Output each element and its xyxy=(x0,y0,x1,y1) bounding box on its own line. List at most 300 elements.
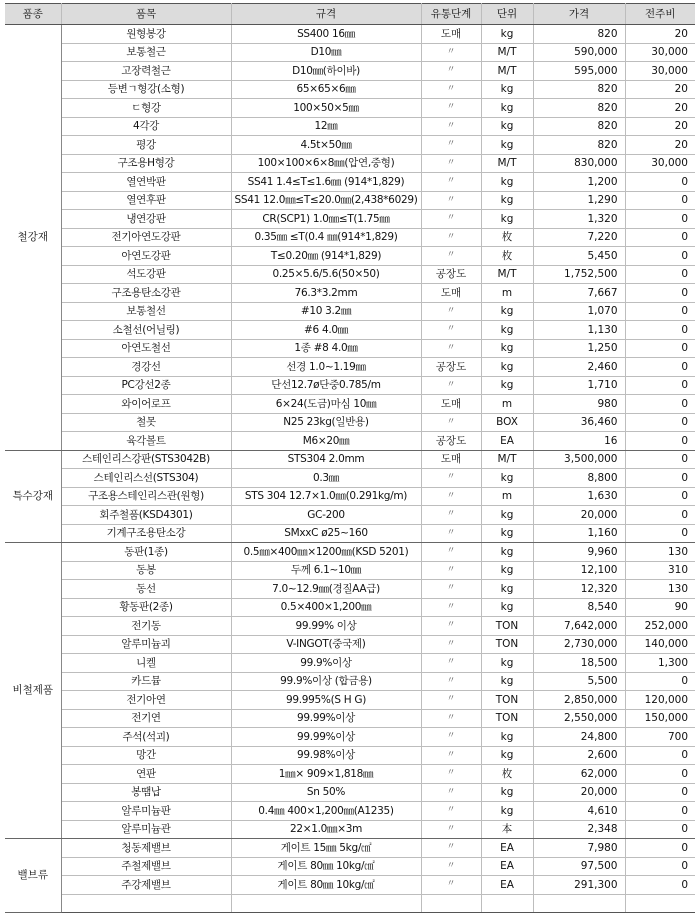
spec-cell: #6 4.0㎜ xyxy=(231,321,421,340)
unit-cell: m xyxy=(481,395,533,414)
unit-cell: BOX xyxy=(481,413,533,432)
table-body xyxy=(5,25,695,913)
unit-cell: m xyxy=(481,487,533,506)
item-name-cell: 냉연강판 xyxy=(61,210,231,229)
table-row xyxy=(5,543,695,562)
unit-cell: kg xyxy=(481,543,533,562)
spec-cell: 76.3*3.2mm xyxy=(231,284,421,303)
header-item: 품목 xyxy=(61,4,231,25)
item-name-cell: 알루미늄판 xyxy=(61,802,231,821)
price-cell: 1,250 xyxy=(533,339,625,358)
table-row xyxy=(5,617,695,636)
spec-cell: 1㎜× 909×1,818㎜ xyxy=(231,765,421,784)
weekly-change-cell: 0 xyxy=(625,395,695,414)
weekly-change-cell: 0 xyxy=(625,802,695,821)
table-row xyxy=(5,635,695,654)
spec-cell: 12㎜ xyxy=(231,117,421,136)
price-cell: 2,460 xyxy=(533,358,625,377)
spec-cell: 99.99%이상 xyxy=(231,728,421,747)
unit-cell: 枚 xyxy=(481,228,533,247)
price-cell: 7,667 xyxy=(533,284,625,303)
weekly-change-cell: 20 xyxy=(625,25,695,44)
distribution-stage-cell: 〃 xyxy=(421,487,481,506)
weekly-change-cell: 30,000 xyxy=(625,43,695,62)
spec-cell: STS 304 12.7×1.0㎜(0.291kg/m) xyxy=(231,487,421,506)
table-row xyxy=(5,62,695,81)
unit-cell: kg xyxy=(481,136,533,155)
item-name-cell: 카드뮴 xyxy=(61,672,231,691)
spec-cell: 99.99%이상 xyxy=(231,709,421,728)
distribution-stage-cell: 도매 xyxy=(421,450,481,469)
unit-cell: TON xyxy=(481,617,533,636)
table-row xyxy=(5,228,695,247)
price-cell: 590,000 xyxy=(533,43,625,62)
price-cell: 820 xyxy=(533,80,625,99)
table-row xyxy=(5,154,695,173)
weekly-change-cell: 0 xyxy=(625,321,695,340)
item-name-cell: 구조용스테인리스관(원형) xyxy=(61,487,231,506)
weekly-change-cell: 252,000 xyxy=(625,617,695,636)
table-row xyxy=(5,469,695,488)
unit-cell: kg xyxy=(481,99,533,118)
weekly-change-cell: 0 xyxy=(625,469,695,488)
distribution-stage-cell: 〃 xyxy=(421,247,481,266)
price-cell: 595,000 xyxy=(533,62,625,81)
spec-cell: CR(SCP1) 1.0㎜≤T(1.75㎜ xyxy=(231,210,421,229)
weekly-change-cell: 30,000 xyxy=(625,62,695,81)
unit-cell: kg xyxy=(481,339,533,358)
distribution-stage-cell: 〃 xyxy=(421,210,481,229)
price-sheet xyxy=(5,3,695,913)
price-cell: 3,500,000 xyxy=(533,450,625,469)
item-name-cell: 주강제밸브 xyxy=(61,876,231,895)
price-cell: 8,540 xyxy=(533,598,625,617)
spec-cell: Sn 50% xyxy=(231,783,421,802)
spec-cell: 99.9%이상 (합금용) xyxy=(231,672,421,691)
item-name-cell: 주철제밸브 xyxy=(61,857,231,876)
unit-cell: kg xyxy=(481,783,533,802)
price-cell: 12,100 xyxy=(533,561,625,580)
price-cell: 1,710 xyxy=(533,376,625,395)
spec-cell: 6×24(도금)마심 10㎜ xyxy=(231,395,421,414)
header-unit: 단위 xyxy=(481,4,533,25)
unit-cell: EA xyxy=(481,432,533,451)
item-name-cell: 아연도철선 xyxy=(61,339,231,358)
spec-cell: 99.98%이상 xyxy=(231,746,421,765)
item-name-cell xyxy=(61,894,231,913)
distribution-stage-cell: 〃 xyxy=(421,173,481,192)
table-row xyxy=(5,80,695,99)
weekly-change-cell: 700 xyxy=(625,728,695,747)
table-row xyxy=(5,136,695,155)
unit-cell: kg xyxy=(481,321,533,340)
item-name-cell: 철못 xyxy=(61,413,231,432)
unit-cell: TON xyxy=(481,635,533,654)
price-cell: 36,460 xyxy=(533,413,625,432)
weekly-change-cell: 30,000 xyxy=(625,154,695,173)
item-name-cell: 회주철품(KSD4301) xyxy=(61,506,231,525)
price-cell: 820 xyxy=(533,136,625,155)
item-name-cell: 스테인리스강판(STS3042B) xyxy=(61,450,231,469)
spec-cell: SMxxC ø25~160 xyxy=(231,524,421,543)
weekly-change-cell: 0 xyxy=(625,413,695,432)
spec-cell: 단선12.7ø단중0.785/m xyxy=(231,376,421,395)
price-cell: 980 xyxy=(533,395,625,414)
item-name-cell: 알루미늄괴 xyxy=(61,635,231,654)
distribution-stage-cell: 〃 xyxy=(421,154,481,173)
distribution-stage-cell: 〃 xyxy=(421,321,481,340)
weekly-change-cell: 0 xyxy=(625,173,695,192)
unit-cell: kg xyxy=(481,561,533,580)
item-name-cell: 아연도강판 xyxy=(61,247,231,266)
table-header-row xyxy=(5,4,695,25)
price-cell: 1,130 xyxy=(533,321,625,340)
table-row xyxy=(5,25,695,44)
unit-cell: kg xyxy=(481,802,533,821)
price-cell: 2,730,000 xyxy=(533,635,625,654)
item-name-cell: 경강선 xyxy=(61,358,231,377)
weekly-change-cell: 0 xyxy=(625,376,695,395)
unit-cell: kg xyxy=(481,173,533,192)
table-row xyxy=(5,376,695,395)
unit-cell: kg xyxy=(481,728,533,747)
spec-cell: 선경 1.0~1.19㎜ xyxy=(231,358,421,377)
price-cell: 9,960 xyxy=(533,543,625,562)
unit-cell: kg xyxy=(481,191,533,210)
unit-cell: M/T xyxy=(481,62,533,81)
item-name-cell: 전기아연 xyxy=(61,691,231,710)
price-cell: 830,000 xyxy=(533,154,625,173)
spec-cell: SS400 16㎜ xyxy=(231,25,421,44)
price-cell: 1,630 xyxy=(533,487,625,506)
unit-cell: kg xyxy=(481,80,533,99)
weekly-change-cell: 0 xyxy=(625,783,695,802)
table-row xyxy=(5,247,695,266)
item-name-cell: 보통철선 xyxy=(61,302,231,321)
table-row xyxy=(5,654,695,673)
table-row xyxy=(5,191,695,210)
unit-cell: m xyxy=(481,284,533,303)
unit-cell: TON xyxy=(481,709,533,728)
weekly-change-cell: 0 xyxy=(625,432,695,451)
unit-cell: kg xyxy=(481,302,533,321)
weekly-change-cell: 0 xyxy=(625,210,695,229)
distribution-stage-cell: 〃 xyxy=(421,839,481,858)
table-row xyxy=(5,450,695,469)
weekly-change-cell: 0 xyxy=(625,746,695,765)
distribution-stage-cell: 〃 xyxy=(421,561,481,580)
table-row xyxy=(5,894,695,913)
price-cell: 7,642,000 xyxy=(533,617,625,636)
table-row xyxy=(5,691,695,710)
distribution-stage-cell: 〃 xyxy=(421,598,481,617)
item-name-cell: 원형봉강 xyxy=(61,25,231,44)
weekly-change-cell: 130 xyxy=(625,580,695,599)
table-row xyxy=(5,395,695,414)
distribution-stage-cell: 〃 xyxy=(421,783,481,802)
item-name-cell: 동판(1종) xyxy=(61,543,231,562)
distribution-stage-cell: 공장도 xyxy=(421,432,481,451)
distribution-stage-cell: 〃 xyxy=(421,728,481,747)
unit-cell: 枚 xyxy=(481,247,533,266)
price-cell: 18,500 xyxy=(533,654,625,673)
unit-cell: EA xyxy=(481,857,533,876)
spec-cell: STS304 2.0mm xyxy=(231,450,421,469)
table-row xyxy=(5,358,695,377)
weekly-change-cell: 0 xyxy=(625,524,695,543)
distribution-stage-cell: 〃 xyxy=(421,524,481,543)
unit-cell: kg xyxy=(481,654,533,673)
item-name-cell: 청동제밸브 xyxy=(61,839,231,858)
distribution-stage-cell: 공장도 xyxy=(421,358,481,377)
price-cell: 7,980 xyxy=(533,839,625,858)
unit-cell: M/T xyxy=(481,450,533,469)
weekly-change-cell: 90 xyxy=(625,598,695,617)
distribution-stage-cell: 〃 xyxy=(421,80,481,99)
unit-cell: kg xyxy=(481,469,533,488)
spec-cell: T≤0.20㎜ (914*1,829) xyxy=(231,247,421,266)
weekly-change-cell: 0 xyxy=(625,839,695,858)
header-spec: 규격 xyxy=(231,4,421,25)
category-cell: 철강재 xyxy=(5,25,61,451)
table-row xyxy=(5,524,695,543)
distribution-stage-cell: 〃 xyxy=(421,654,481,673)
item-name-cell: 전기아연도강판 xyxy=(61,228,231,247)
price-cell: 5,500 xyxy=(533,672,625,691)
table-row xyxy=(5,783,695,802)
header-weekly-change: 전주비 xyxy=(625,4,695,25)
distribution-stage-cell: 〃 xyxy=(421,43,481,62)
item-name-cell: 전기연 xyxy=(61,709,231,728)
table-row xyxy=(5,746,695,765)
distribution-stage-cell: 도매 xyxy=(421,25,481,44)
spec-cell: #10 3.2㎜ xyxy=(231,302,421,321)
distribution-stage-cell: 〃 xyxy=(421,339,481,358)
header-distribution: 유통단계 xyxy=(421,4,481,25)
distribution-stage-cell: 〃 xyxy=(421,765,481,784)
item-name-cell: 황동판(2종) xyxy=(61,598,231,617)
price-cell: 2,850,000 xyxy=(533,691,625,710)
weekly-change-cell: 0 xyxy=(625,506,695,525)
distribution-stage-cell: 〃 xyxy=(421,543,481,562)
weekly-change-cell: 0 xyxy=(625,339,695,358)
table-row xyxy=(5,876,695,895)
spec-cell: M6×20㎜ xyxy=(231,432,421,451)
price-cell: 8,800 xyxy=(533,469,625,488)
weekly-change-cell: 1,300 xyxy=(625,654,695,673)
category-cell: 특수강재 xyxy=(5,450,61,543)
price-cell: 291,300 xyxy=(533,876,625,895)
table-row xyxy=(5,728,695,747)
weekly-change-cell: 0 xyxy=(625,765,695,784)
distribution-stage-cell: 〃 xyxy=(421,635,481,654)
spec-cell: 0.5×400×1,200㎜ xyxy=(231,598,421,617)
table-row xyxy=(5,857,695,876)
table-row xyxy=(5,820,695,839)
distribution-stage-cell: 〃 xyxy=(421,413,481,432)
unit-cell: kg xyxy=(481,580,533,599)
weekly-change-cell: 0 xyxy=(625,358,695,377)
unit-cell: 本 xyxy=(481,820,533,839)
weekly-change-cell: 0 xyxy=(625,284,695,303)
spec-cell: 99.995%(S H G) xyxy=(231,691,421,710)
price-cell: 5,450 xyxy=(533,247,625,266)
unit-cell xyxy=(481,894,533,913)
weekly-change-cell: 0 xyxy=(625,302,695,321)
weekly-change-cell: 20 xyxy=(625,136,695,155)
price-cell: 12,320 xyxy=(533,580,625,599)
item-name-cell: 망간 xyxy=(61,746,231,765)
weekly-change-cell: 0 xyxy=(625,672,695,691)
table-row xyxy=(5,432,695,451)
item-name-cell: 구조용H형강 xyxy=(61,154,231,173)
item-name-cell: 니켈 xyxy=(61,654,231,673)
price-cell: 1,070 xyxy=(533,302,625,321)
unit-cell: 枚 xyxy=(481,765,533,784)
item-name-cell: 구조용탄소강관 xyxy=(61,284,231,303)
spec-cell: 0.35㎜ ≤T(0.4 ㎜(914*1,829) xyxy=(231,228,421,247)
item-name-cell: 평강 xyxy=(61,136,231,155)
item-name-cell: 봉땜납 xyxy=(61,783,231,802)
item-name-cell: 등변ㄱ형강(소형) xyxy=(61,80,231,99)
price-cell: 16 xyxy=(533,432,625,451)
spec-cell: 7.0~12.9㎜(경질AA급) xyxy=(231,580,421,599)
unit-cell: kg xyxy=(481,210,533,229)
price-table xyxy=(5,3,695,913)
unit-cell: kg xyxy=(481,25,533,44)
table-row xyxy=(5,302,695,321)
item-name-cell: 기계구조용탄소강 xyxy=(61,524,231,543)
table-row xyxy=(5,99,695,118)
item-name-cell: 와이어로프 xyxy=(61,395,231,414)
table-row xyxy=(5,709,695,728)
distribution-stage-cell: 〃 xyxy=(421,62,481,81)
item-name-cell: 육각볼트 xyxy=(61,432,231,451)
unit-cell: kg xyxy=(481,598,533,617)
distribution-stage-cell: 〃 xyxy=(421,99,481,118)
distribution-stage-cell: 〃 xyxy=(421,617,481,636)
item-name-cell: 석도강판 xyxy=(61,265,231,284)
price-cell: 20,000 xyxy=(533,506,625,525)
weekly-change-cell: 20 xyxy=(625,117,695,136)
item-name-cell: 열연후판 xyxy=(61,191,231,210)
unit-cell: EA xyxy=(481,839,533,858)
table-row xyxy=(5,210,695,229)
table-row xyxy=(5,339,695,358)
unit-cell: M/T xyxy=(481,265,533,284)
distribution-stage-cell: 〃 xyxy=(421,191,481,210)
distribution-stage-cell: 〃 xyxy=(421,117,481,136)
distribution-stage-cell: 공장도 xyxy=(421,265,481,284)
unit-cell: EA xyxy=(481,876,533,895)
item-name-cell: 4각강 xyxy=(61,117,231,136)
table-row xyxy=(5,117,695,136)
item-name-cell: PC강선2종 xyxy=(61,376,231,395)
price-cell: 1,752,500 xyxy=(533,265,625,284)
spec-cell: V-INGOT(중국제) xyxy=(231,635,421,654)
spec-cell: 0.25×5.6/5.6(50×50) xyxy=(231,265,421,284)
price-cell: 820 xyxy=(533,117,625,136)
spec-cell: GC-200 xyxy=(231,506,421,525)
price-cell: 62,000 xyxy=(533,765,625,784)
spec-cell: 0.5㎜×400㎜×1200㎜(KSD 5201) xyxy=(231,543,421,562)
item-name-cell: 동봉 xyxy=(61,561,231,580)
weekly-change-cell: 0 xyxy=(625,228,695,247)
unit-cell: kg xyxy=(481,746,533,765)
table-row xyxy=(5,598,695,617)
distribution-stage-cell: 〃 xyxy=(421,709,481,728)
table-row xyxy=(5,43,695,62)
spec-cell: 99.9%이상 xyxy=(231,654,421,673)
weekly-change-cell: 120,000 xyxy=(625,691,695,710)
table-row xyxy=(5,802,695,821)
spec-cell: SS41 12.0㎜≤T≤20.0㎜(2,438*6029) xyxy=(231,191,421,210)
distribution-stage-cell: 〃 xyxy=(421,469,481,488)
distribution-stage-cell: 도매 xyxy=(421,284,481,303)
category-cell: 밸브류 xyxy=(5,839,61,913)
unit-cell: kg xyxy=(481,524,533,543)
item-name-cell: 연판 xyxy=(61,765,231,784)
distribution-stage-cell: 〃 xyxy=(421,746,481,765)
price-cell: 2,550,000 xyxy=(533,709,625,728)
table-row xyxy=(5,265,695,284)
item-name-cell: 열연박판 xyxy=(61,173,231,192)
item-name-cell: 고장력철근 xyxy=(61,62,231,81)
price-cell xyxy=(533,894,625,913)
weekly-change-cell: 310 xyxy=(625,561,695,580)
price-cell: 4,610 xyxy=(533,802,625,821)
weekly-change-cell: 0 xyxy=(625,450,695,469)
price-cell: 2,348 xyxy=(533,820,625,839)
spec-cell: 99.99% 이상 xyxy=(231,617,421,636)
weekly-change-cell: 150,000 xyxy=(625,709,695,728)
table-row xyxy=(5,839,695,858)
weekly-change-cell: 0 xyxy=(625,191,695,210)
unit-cell: kg xyxy=(481,117,533,136)
distribution-stage-cell: 〃 xyxy=(421,302,481,321)
spec-cell: 100×50×5㎜ xyxy=(231,99,421,118)
distribution-stage-cell: 〃 xyxy=(421,580,481,599)
distribution-stage-cell xyxy=(421,894,481,913)
distribution-stage-cell: 〃 xyxy=(421,802,481,821)
item-name-cell: 보통철근 xyxy=(61,43,231,62)
price-cell: 820 xyxy=(533,25,625,44)
price-cell: 97,500 xyxy=(533,857,625,876)
distribution-stage-cell: 〃 xyxy=(421,376,481,395)
price-cell: 24,800 xyxy=(533,728,625,747)
spec-cell: 65×65×6㎜ xyxy=(231,80,421,99)
unit-cell: M/T xyxy=(481,154,533,173)
weekly-change-cell: 130 xyxy=(625,543,695,562)
table-row xyxy=(5,321,695,340)
distribution-stage-cell: 〃 xyxy=(421,506,481,525)
table-row xyxy=(5,173,695,192)
table-row xyxy=(5,765,695,784)
price-cell: 1,160 xyxy=(533,524,625,543)
spec-cell: 0.3㎜ xyxy=(231,469,421,488)
weekly-change-cell: 0 xyxy=(625,487,695,506)
distribution-stage-cell: 〃 xyxy=(421,136,481,155)
spec-cell: 두께 6.1~10㎜ xyxy=(231,561,421,580)
table-row xyxy=(5,580,695,599)
spec-cell: D10㎜ xyxy=(231,43,421,62)
table-row xyxy=(5,672,695,691)
unit-cell: kg xyxy=(481,358,533,377)
distribution-stage-cell: 〃 xyxy=(421,820,481,839)
spec-cell: 게이트 80㎜ 10kg/㎠ xyxy=(231,857,421,876)
unit-cell: TON xyxy=(481,691,533,710)
weekly-change-cell: 140,000 xyxy=(625,635,695,654)
